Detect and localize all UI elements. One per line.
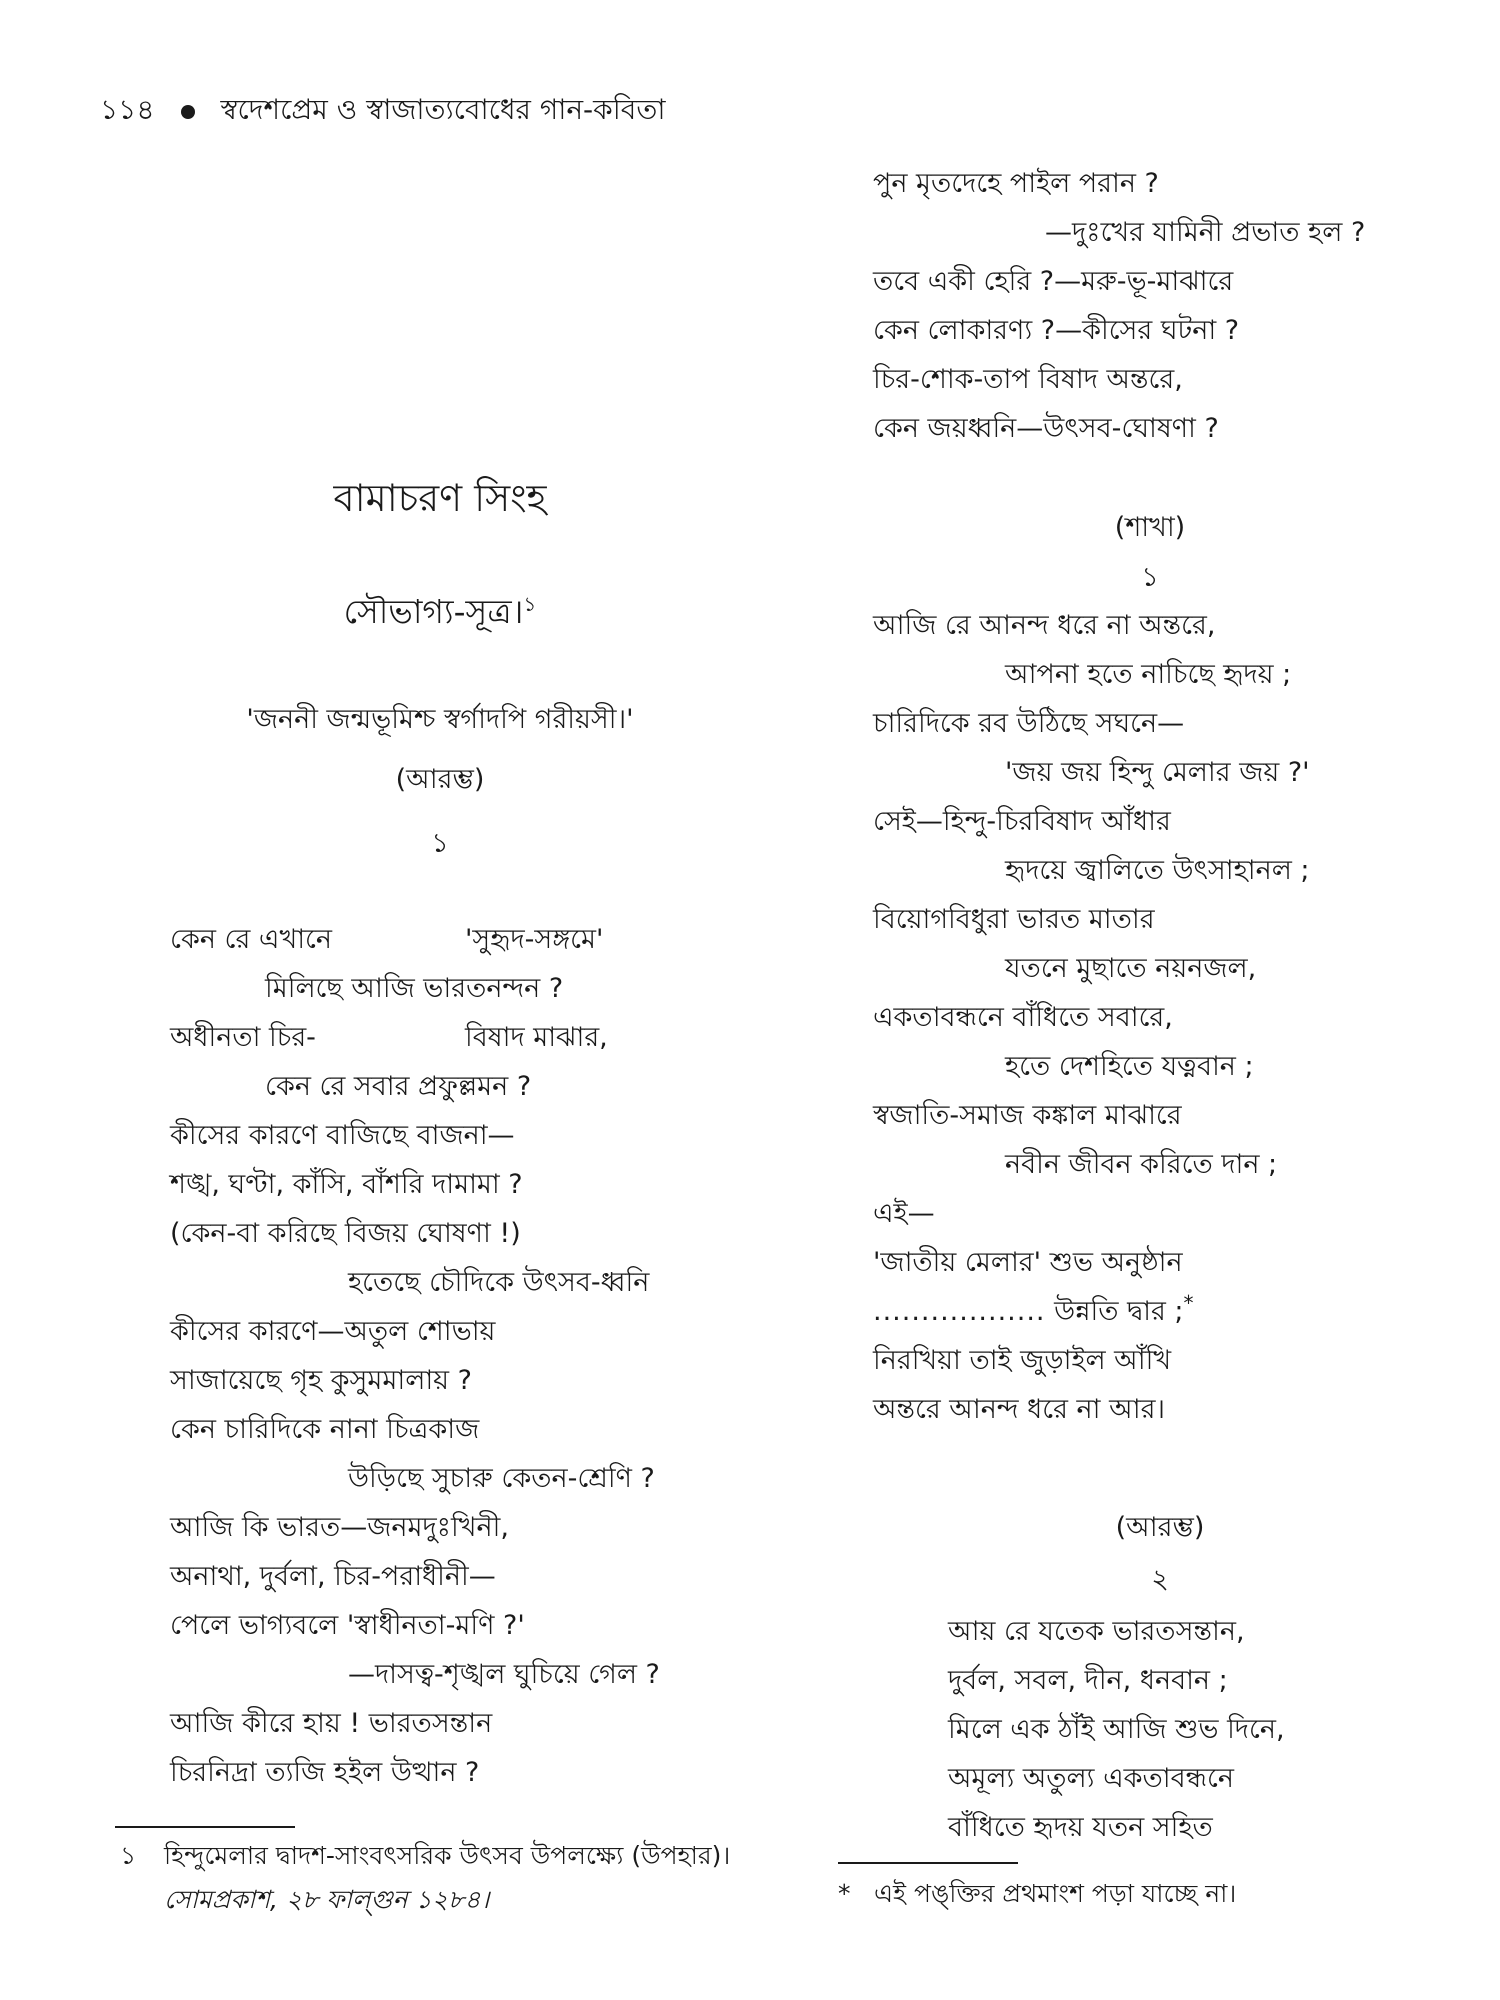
verse-line: এই— <box>873 1198 935 1229</box>
verse-line: চিরনিদ্রা ত্যজি হইল উত্থান ? <box>170 1757 480 1788</box>
poem-title-footnote-mark: ১ <box>523 592 537 616</box>
verse-line: আপনা হতে নাচিছে হৃদয় ; <box>1005 659 1292 690</box>
verse-line: অমূল্য অতুল্য একতাবন্ধনে <box>948 1763 1234 1794</box>
verse-line: মিলিছে আজি ভারতনন্দন ? <box>265 973 564 1004</box>
verse-line: স্বজাতি-সমাজ কঙ্কাল মাঝারে <box>873 1100 1182 1131</box>
verse-line: নিরখিয়া তাই জুড়াইল আঁখি <box>873 1345 1172 1376</box>
verse-line: আয় রে যতেক ভারতসন্তান, <box>948 1616 1245 1647</box>
verse-line: চারিদিকে রব উঠিছে সঘনে— <box>873 708 1185 739</box>
verse-line: বিষাদ মাঝার, <box>465 1022 608 1053</box>
verse-line: কেন রে সবার প্রফুল্লমন ? <box>265 1071 532 1102</box>
left-footnote-rule <box>115 1826 295 1828</box>
verse-line: অন্তরে আনন্দ ধরে না আর। <box>873 1394 1166 1425</box>
branch-label: (শাখা) <box>1114 512 1186 543</box>
verse-fragment: উন্নতি দ্বার ; <box>1054 1296 1184 1327</box>
verse-line: চির-শোক-তাপ বিষাদ অন্তরে, <box>873 364 1183 395</box>
poem-title-text: সৌভাগ্য-সূত্র। <box>343 592 524 631</box>
left-footnote-line-2: সোমপ্রকাশ, ২৮ ফাল্গুন ১২৮৪। <box>164 1885 490 1914</box>
verse-line: আজি রে আনন্দ ধরে না অন্তরে, <box>873 610 1216 641</box>
section2-label: (আরম্ভ) <box>1115 1512 1205 1543</box>
section2-number: ২ <box>1151 1564 1169 1595</box>
epigraph: 'জননী জন্মভূমিশ্চ স্বর্গাদপি গরীয়সী।' <box>246 704 634 735</box>
running-title: স্বদেশপ্রেম ও স্বাজাত্যবোধের গান-কবিতা <box>220 93 666 126</box>
verse-line: 'জয় জয় হিন্দু মেলার জয় ?' <box>1005 757 1310 788</box>
verse-line: সাজায়েছে গৃহ কুসুমমালায় ? <box>170 1365 472 1396</box>
verse-line: হতেছে চৌদিকে উৎসব-ধ্বনি <box>348 1267 650 1298</box>
verse-line: —দাসত্ব-শৃঙ্খল ঘুচিয়ে গেল ? <box>348 1659 660 1690</box>
verse-line: পুন মৃতদেহে পাইল পরান ? <box>873 168 1159 199</box>
section-label: (আরম্ভ) <box>395 764 485 795</box>
verse-line: হৃদয়ে জ্বালিতে উৎসাহানল ; <box>1005 855 1310 886</box>
verse-line: 'সুহৃদ-সঙ্গমে' <box>465 924 604 955</box>
verse-line: কীসের কারণে বাজিছে বাজনা— <box>170 1120 515 1151</box>
verse-line: একতাবন্ধনে বাঁধিতে সবারে, <box>873 1002 1173 1033</box>
verse-line: শঙ্খ, ঘণ্টা, কাঁসি, বাঁশরি দামামা ? <box>170 1169 523 1200</box>
footnote-number: ১ <box>120 1841 137 1870</box>
running-header <box>100 88 665 135</box>
left-footnote-line-1 <box>120 1836 730 1876</box>
asterisk-mark: * <box>1183 1291 1194 1315</box>
verse-line: —দুঃখের যামিনী প্রভাত হল ? <box>1045 217 1366 248</box>
verse-line: দুর্বল, সবল, দীন, ধনবান ; <box>948 1665 1228 1696</box>
right-footnote-rule <box>838 1862 1018 1864</box>
verse-line: কেন রে এখানে <box>170 924 332 955</box>
footnote-asterisk: * <box>838 1879 851 1908</box>
verse-line: সেই—হিন্দু-চিরবিষাদ আঁধার <box>873 806 1171 837</box>
section-number: ১ <box>431 828 449 859</box>
verse-line: হতে দেশহিতে যত্নবান ; <box>1005 1051 1254 1082</box>
right-footnote <box>838 1874 1236 1914</box>
verse-line: যতনে মুছাতে নয়নজল, <box>1005 953 1257 984</box>
verse-line: আজি কি ভারত—জনমদুঃখিনী, <box>170 1512 509 1543</box>
footnote-text: হিন্দুমেলার দ্বাদশ-সাংবৎসরিক উৎসব উপলক্ষ্যে (উপহার)। <box>164 1841 731 1870</box>
verse-line: তবে একী হেরি ?—মরু-ভূ-মাঝারে <box>873 266 1234 297</box>
verse-line-with-gap <box>873 1292 1194 1332</box>
missing-text-dots: .................. <box>873 1296 1046 1327</box>
verse-line: 'জাতীয় মেলার' শুভ অনুষ্ঠান <box>873 1247 1183 1278</box>
footnote-text: এই পঙ্‌ক্তির প্রথমাংশ পড়া যাচ্ছে না। <box>874 1879 1237 1908</box>
verse-line: (কেন-বা করিছে বিজয় ঘোষণা !) <box>170 1218 521 1249</box>
verse-line: আজি কীরে হায় ! ভারতসন্তান <box>170 1708 493 1739</box>
verse-line: মিলে এক ঠাঁই আজি শুভ দিনে, <box>948 1714 1285 1745</box>
verse-line: কেন জয়ধ্বনি—উৎসব-ঘোষণা ? <box>873 413 1219 444</box>
verse-line: পেলে ভাগ্যবলে 'স্বাধীনতা-মণি ?' <box>170 1610 525 1641</box>
verse-line: বিয়োগবিধুরা ভারত মাতার <box>873 904 1155 935</box>
verse-line: কেন চারিদিকে নানা চিত্রকাজ <box>170 1414 480 1445</box>
author-name: বামাচরণ সিংহ <box>333 476 547 520</box>
bullet-icon <box>181 105 195 119</box>
verse-line: অনাথা, দুর্বলা, চির-পরাধীনী— <box>170 1561 496 1592</box>
branch-number: ১ <box>1141 562 1159 593</box>
verse-line: বাঁধিতে হৃদয় যতন সহিত <box>948 1812 1213 1843</box>
page-number: ১১৪ <box>100 93 155 126</box>
poem-title <box>344 592 537 632</box>
verse-line: কীসের কারণে—অতুল শোভায় <box>170 1316 496 1347</box>
verse-line: কেন লোকারণ্য ?—কীসের ঘটনা ? <box>873 315 1240 346</box>
verse-line: অধীনতা চির- <box>170 1022 316 1053</box>
verse-line: নবীন জীবন করিতে দান ; <box>1005 1149 1278 1180</box>
verse-line: উড়িছে সুচারু কেতন-শ্রেণি ? <box>348 1463 655 1494</box>
